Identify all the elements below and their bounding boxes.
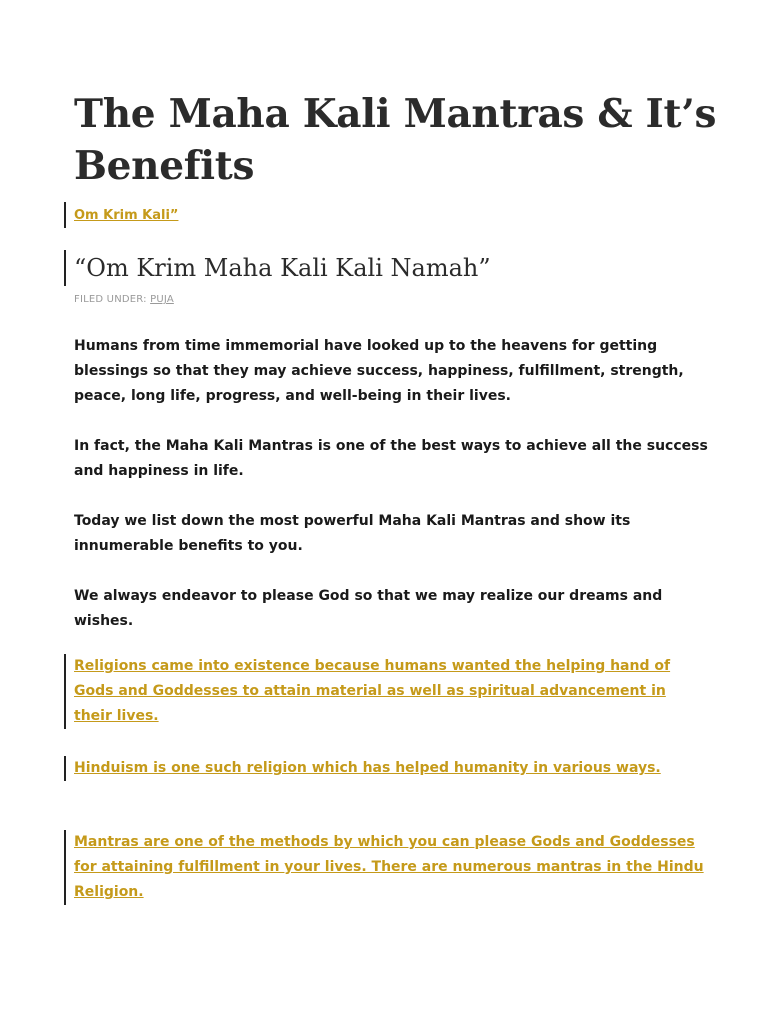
quote-block-2 — [64, 756, 704, 781]
page-title: The Maha Kali Mantras & It’s Benefits — [74, 91, 717, 189]
top-link-block — [64, 202, 178, 228]
category-link[interactable]: PUJA — [150, 294, 174, 305]
quote-block-1 — [64, 654, 704, 729]
filed-under-label: FILED UNDER: — [74, 294, 147, 305]
quote-link-3[interactable]: Mantras are one of the methods by which you can please Gods and Goddesses for attaining fulfillment in your lives. There are numerous mantras in the Hindu Religion. — [74, 834, 704, 900]
quote-link-1[interactable]: Religions came into existence because humans wanted the helping hand of Gods and Goddesses to attain material as well as spiritual advancement in their lives. — [74, 658, 671, 724]
filed-under — [74, 294, 174, 305]
top-link[interactable]: Om Krim Kali” — [74, 208, 179, 223]
subtitle-block — [64, 250, 491, 286]
subtitle: “Om Krim Maha Kali Kali Namah” — [74, 254, 491, 282]
paragraph-1: Humans from time immemorial have looked up to the heavens for getting blessings so that they may achieve success, happiness, fulfillment, strength, peace, long life, progress, and well-being in their lives. — [74, 338, 684, 404]
paragraph-3: Today we list down the most powerful Maha Kali Mantras and show its innumerable benefits to you. — [74, 513, 631, 554]
paragraph-4: We always endeavor to please God so that we may realize our dreams and wishes. — [74, 588, 663, 629]
paragraph-2: In fact, the Maha Kali Mantras is one of the best ways to achieve all the success and happiness in life. — [74, 438, 708, 479]
quote-link-2[interactable]: Hinduism is one such religion which has helped humanity in various ways. — [74, 760, 661, 776]
quote-block-3 — [64, 830, 704, 905]
